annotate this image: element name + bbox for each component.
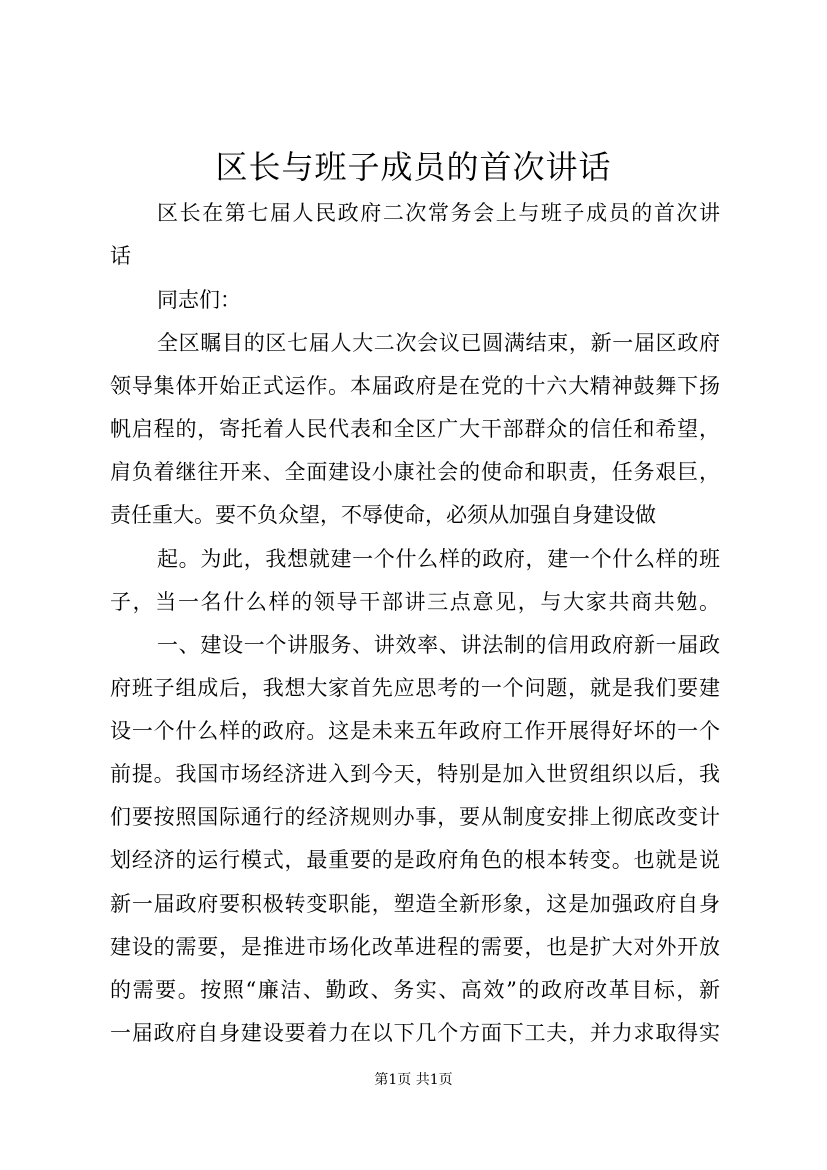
document-title: 区长与班子成员的首次讲话 bbox=[215, 148, 612, 186]
body-line: 子，当一名什么样的领导干部讲三点意见，与大家共商共勉。 bbox=[110, 590, 720, 614]
body-line: 府班子组成后，我想大家首先应思考的一个问题，就是我们要建 bbox=[110, 676, 720, 700]
body-line: 全区瞩目的区七届人大二次会议已圆满结束，新一届区政府 bbox=[157, 331, 720, 355]
body-line: 责任重大。要不负众望，不辱使命，必须从加强自身建设做 bbox=[110, 503, 656, 527]
body-line: 起。为此，我想就建一个什么样的政府，建一个什么样的班 bbox=[157, 547, 720, 571]
body-line: 一、建设一个讲服务、讲效率、讲法制的信用政府新一届政 bbox=[157, 633, 720, 657]
body-line: 领导集体开始正式运作。本届政府是在党的十六大精神鼓舞下扬 bbox=[110, 374, 720, 398]
body-line: 建设的需要，是推进市场化改革进程的需要，也是扩大对外开放 bbox=[110, 935, 720, 959]
page-footer: 第1页 共1页 bbox=[374, 1072, 453, 1088]
body-line: 肩负着继往开来、全面建设小康社会的使命和职责，任务艰巨， bbox=[110, 460, 720, 484]
body-line: 划经济的运行模式，最重要的是政府角色的根本转变。也就是说 bbox=[110, 848, 720, 872]
body-line: 区长在第七届人民政府二次常务会上与班子成员的首次讲 bbox=[157, 201, 720, 225]
body-line: 话 bbox=[110, 244, 131, 268]
body-line: 帆启程的，寄托着人民代表和全区广大干部群众的信任和希望， bbox=[110, 417, 720, 441]
salutation: 同志们： bbox=[157, 288, 241, 312]
body-line: 一届政府自身建设要着力在以下几个方面下工夫，并力求取得实 bbox=[110, 1021, 720, 1045]
body-line: 前提。我国市场经济进入到今天，特别是加入世贸组织以后，我 bbox=[110, 762, 720, 786]
body-line: 们要按照国际通行的经济规则办事，要从制度安排上彻底改变计 bbox=[110, 805, 720, 829]
body-line: 新一届政府要积极转变职能，塑造全新形象，这是加强政府自身 bbox=[110, 892, 720, 916]
body-line: 设一个什么样的政府。这是未来五年政府工作开展得好坏的一个 bbox=[110, 719, 720, 743]
body-line: 的需要。按照“廉洁、勤政、务实、高效”的政府改革目标，新 bbox=[110, 978, 720, 1002]
